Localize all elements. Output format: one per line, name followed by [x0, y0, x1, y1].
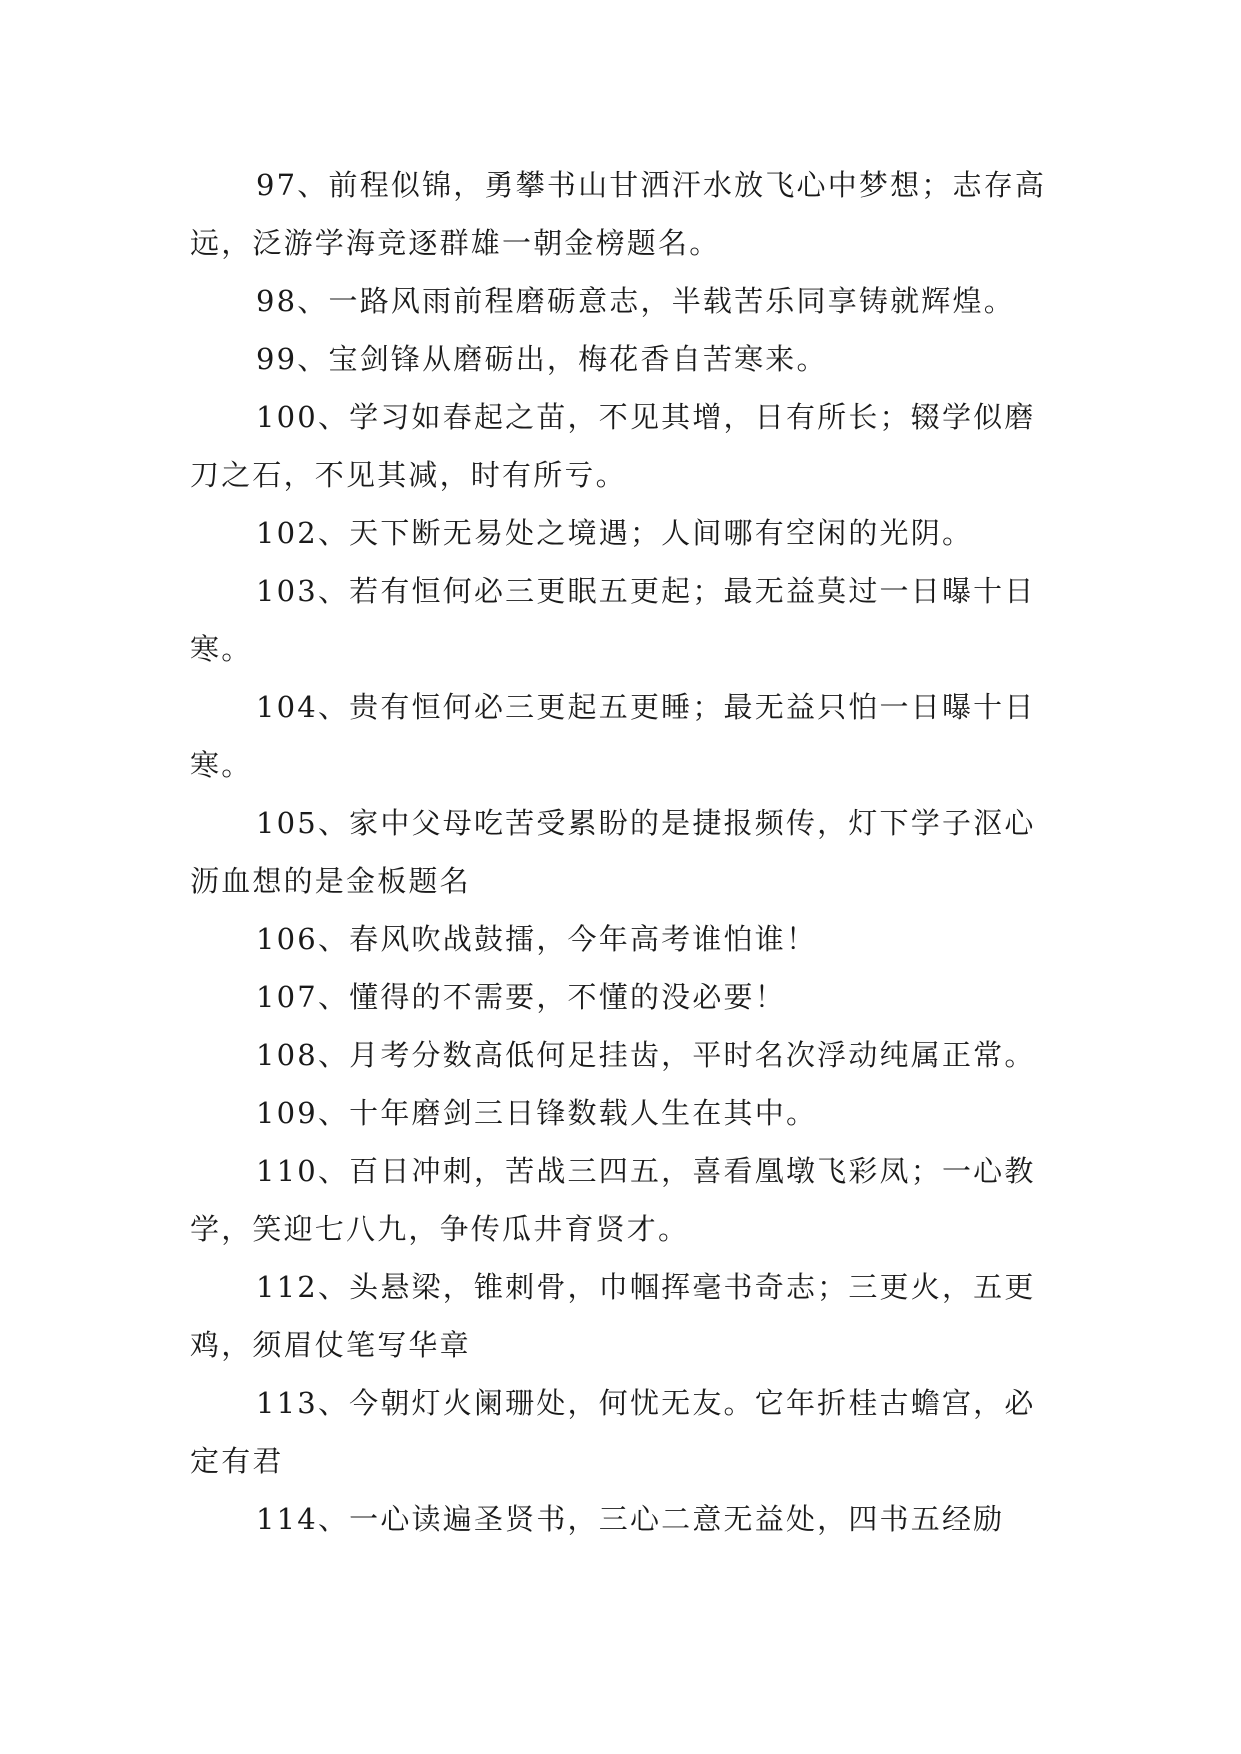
quote-105: 105、家中父母吃苦受累盼的是捷报频传，灯下学子沤心沥血想的是金板题名 — [190, 806, 1036, 898]
quote-100: 100、学习如春起之苗，不见其增，日有所长；辍学似磨刀之石，不见其减，时有所亏。 — [190, 400, 1036, 492]
quote-99: 99、宝剑锋从磨砺出，梅花香自苦寒来。 — [256, 342, 828, 376]
quote-97: 97、前程似锦，勇攀书山甘洒汗水放飞心中梦想；志存高远，泛游学海竞逐群雄一朝金榜题名。 — [190, 168, 1047, 260]
document-page — [190, 156, 1062, 1548]
quote-114: 114、一心读遍圣贤书，三心二意无益处，四书五经励 — [256, 1502, 1005, 1536]
quote-98: 98、一路风雨前程磨砺意志，半载苦乐同享铸就辉煌。 — [256, 284, 1015, 318]
quote-108: 108、月考分数高低何足挂齿，平时名次浮动纯属正常。 — [256, 1038, 1036, 1072]
quote-110: 110、百日冲刺，苦战三四五，喜看凰墩飞彩凤；一心教学，笑迎七八九，争传瓜井育贤才。 — [190, 1154, 1036, 1246]
quote-104: 104、贵有恒何必三更起五更睡；最无益只怕一日曝十日寒。 — [190, 690, 1036, 782]
quote-113: 113、今朝灯火阑珊处，何忧无友。它年折桂古蟾宫，必定有君 — [190, 1386, 1036, 1478]
quote-112: 112、头悬梁，锥刺骨，巾帼挥毫书奇志；三更火，五更鸡，须眉仗笔写华章 — [190, 1270, 1036, 1362]
quote-106: 106、春风吹战鼓擂，今年高考谁怕谁！ — [256, 922, 818, 956]
quote-107: 107、懂得的不需要，不懂的没必要！ — [256, 980, 786, 1014]
quote-102: 102、天下断无易处之境遇；人间哪有空闲的光阴。 — [256, 516, 974, 550]
quote-109: 109、十年磨剑三日锋数载人生在其中。 — [256, 1096, 818, 1130]
quote-103: 103、若有恒何必三更眠五更起；最无益莫过一日曝十日寒。 — [190, 574, 1036, 666]
